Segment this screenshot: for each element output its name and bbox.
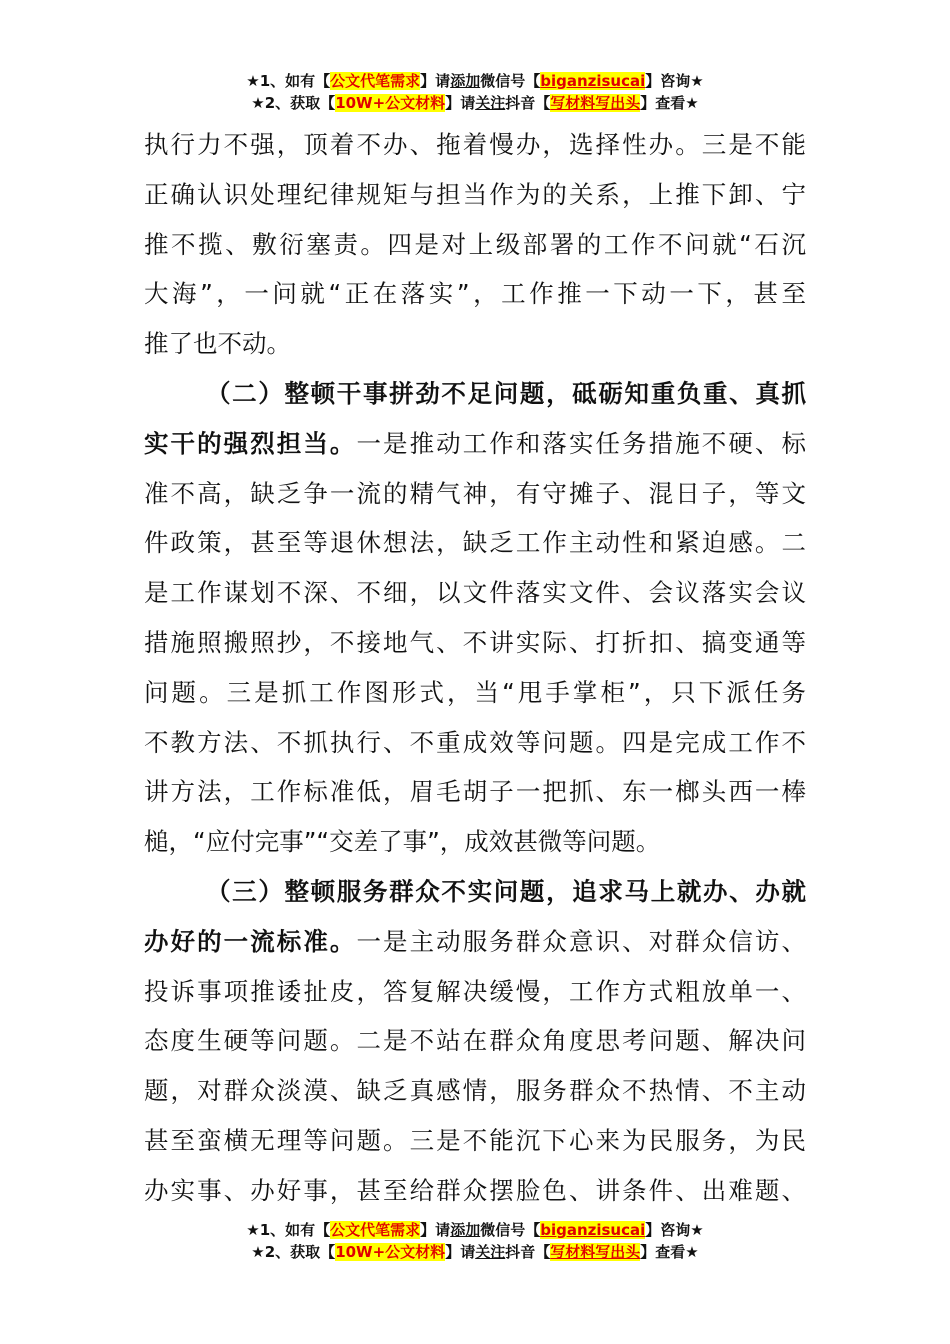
text-segment: 正确认识处理纪律规矩与担当作为的关系，上推下卸、宁: [144, 179, 806, 209]
paragraph-line: [144, 269, 806, 319]
text-segment: 甚至蛮横无理等问题。三是不能沉下心来为民服务，为民: [144, 1125, 806, 1155]
highlighted-text: 写材料写出头: [550, 94, 641, 112]
document-body: [144, 120, 806, 1216]
paragraph-line: [144, 518, 806, 568]
text-segment: 大海”，一问就“正在落实”，工作推一下动一下，甚至: [144, 279, 806, 309]
paragraph-line: [144, 767, 806, 817]
highlighted-text: biganzisucai: [540, 1221, 646, 1239]
text-segment: 一是主动服务群众意识、对群众信访、: [356, 926, 806, 956]
text-segment: ★1、如有【: [246, 72, 331, 90]
text-segment: 态度生硬等问题。二是不站在群众角度思考问题、解决问: [144, 1026, 806, 1056]
text-segment: 是工作谋划不深、不细，以文件落实文件、会议落实会议: [144, 578, 806, 608]
bold-text: 办好的一流标准。: [144, 926, 357, 956]
paragraph-line: [144, 170, 806, 220]
text-segment: 微信号【: [480, 72, 541, 90]
highlighted-text: 公文代笔需求: [330, 72, 421, 90]
text-segment: 】查看★: [640, 94, 699, 112]
text-segment: 】请: [420, 1221, 451, 1239]
text-segment: 添加: [450, 72, 481, 90]
paragraph-line: [144, 1016, 806, 1066]
text-segment: 投诉事项推诿扯皮，答复解决缓慢，工作方式粗放单一、: [144, 976, 806, 1006]
paragraph-line: [144, 319, 806, 369]
text-segment: 】请: [420, 72, 451, 90]
footer-banner: [0, 1219, 950, 1263]
header-banner: [0, 70, 950, 114]
banner-line-2: [0, 92, 950, 114]
paragraph-line: [144, 718, 806, 768]
text-segment: 】查看★: [640, 1243, 699, 1261]
paragraph-line: [144, 1116, 806, 1166]
text-segment: 关注: [475, 1243, 506, 1261]
text-segment: 】咨询★: [645, 1221, 704, 1239]
text-segment: ★2、获取【: [251, 1243, 336, 1261]
paragraph-line: [144, 568, 806, 618]
banner-line-1: [0, 70, 950, 92]
text-segment: 不教方法、不抓执行、不重成效等问题。四是完成工作不: [144, 727, 806, 757]
text-segment: 】请: [445, 94, 476, 112]
paragraph-line: [144, 817, 806, 867]
paragraph-line: [144, 469, 806, 519]
paragraph-line: [144, 419, 806, 469]
text-segment: ★1、如有【: [246, 1221, 331, 1239]
text-segment: 措施照搬照抄，不接地气、不讲实际、打折扣、搞变通等: [144, 627, 806, 657]
section-heading-line: [144, 369, 806, 419]
text-segment: 关注: [475, 94, 506, 112]
text-segment: 办实事、办好事，甚至给群众摆脸色、讲条件、出难题、: [144, 1175, 806, 1205]
text-segment: 执行力不强，顶着不办、拖着慢办，选择性办。三是不能: [144, 130, 806, 159]
banner-line-1: [0, 1219, 950, 1241]
paragraph-line: [144, 1166, 806, 1216]
highlighted-text: biganzisucai: [540, 72, 646, 90]
text-segment: 槌，“应付完事”“交差了事”，成效甚微等问题。: [144, 827, 661, 857]
paragraph-line: [144, 668, 806, 718]
text-segment: ★2、获取【: [251, 94, 336, 112]
highlighted-text: 10W+公文材料: [335, 94, 446, 112]
text-segment: 】请: [445, 1243, 476, 1261]
bold-text: （二）整顿干事拼劲不足问题，砥砺知重负重、真抓: [206, 378, 806, 408]
text-segment: 件政策，甚至等退休想法，缺乏工作主动性和紧迫感。二: [144, 528, 806, 558]
paragraph-line: [144, 220, 806, 270]
bold-text: （三）整顿服务群众不实问题，追求马上就办、办就: [206, 876, 806, 906]
text-segment: 抖音【: [505, 1243, 551, 1261]
text-segment: 推了也不动。: [144, 329, 291, 359]
paragraph-line: [144, 618, 806, 668]
text-segment: 问题。三是抓工作图形式，当“甩手掌柜”，只下派任务: [144, 677, 806, 707]
text-segment: 一是推动工作和落实任务措施不硬、标: [356, 428, 806, 458]
paragraph-line: [144, 967, 806, 1017]
highlighted-text: 写材料写出头: [550, 1243, 641, 1261]
text-segment: 微信号【: [480, 1221, 541, 1239]
banner-line-2: [0, 1241, 950, 1263]
paragraph-line: [144, 917, 806, 967]
text-segment: 添加: [450, 1221, 481, 1239]
text-segment: 】咨询★: [645, 72, 704, 90]
text-segment: 题，对群众淡漠、缺乏真感情，服务群众不热情、不主动: [144, 1076, 806, 1106]
paragraph-line: [144, 1066, 806, 1116]
text-segment: 推不揽、敷衍塞责。四是对上级部署的工作不问就“石沉: [144, 229, 806, 259]
text-segment: 准不高，缺乏争一流的精气神，有守摊子、混日子，等文: [144, 478, 806, 508]
bold-text: 实干的强烈担当。: [144, 428, 357, 458]
paragraph-line: [144, 120, 806, 170]
text-segment: 讲方法，工作标准低，眉毛胡子一把抓、东一榔头西一棒: [144, 777, 806, 807]
highlighted-text: 10W+公文材料: [335, 1243, 446, 1261]
section-heading-line: [144, 867, 806, 917]
highlighted-text: 公文代笔需求: [330, 1221, 421, 1239]
text-segment: 抖音【: [505, 94, 551, 112]
